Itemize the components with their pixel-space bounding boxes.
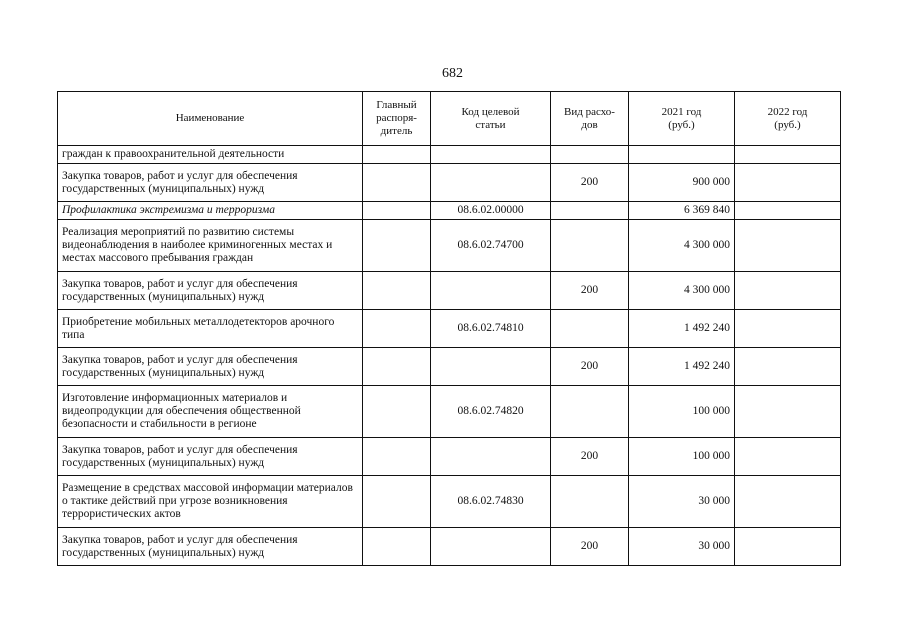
- cell-code: [431, 272, 551, 310]
- cell-admin: [363, 220, 431, 272]
- header-2021-line: 2021 год: [661, 105, 702, 118]
- cell-code: 08.6.02.74820: [431, 386, 551, 438]
- cell-code: 08.6.02.74700: [431, 220, 551, 272]
- cell-2022: [735, 386, 841, 438]
- cell-code: [431, 146, 551, 164]
- cell-admin: [363, 146, 431, 164]
- cell-expense-type: [551, 202, 629, 220]
- cell-code: [431, 528, 551, 566]
- cell-name: Приобретение мобильных металлодетекторов арочного типа: [58, 310, 363, 348]
- header-name: Наименование: [58, 92, 363, 146]
- table-row: [58, 528, 841, 566]
- cell-code: 08.6.02.00000: [431, 202, 551, 220]
- header-expense-type: [551, 92, 629, 146]
- header-admin: [363, 92, 431, 146]
- cell-admin: [363, 310, 431, 348]
- cell-expense-type: [551, 220, 629, 272]
- cell-name: Размещение в средствах массовой информации материалов о тактике действий при угрозе возникновения террористических актов: [58, 476, 363, 528]
- cell-2021: [629, 146, 735, 164]
- cell-expense-type: 200: [551, 348, 629, 386]
- cell-expense-type: 200: [551, 272, 629, 310]
- cell-2022: [735, 310, 841, 348]
- cell-2021: 4 300 000: [629, 272, 735, 310]
- page-number: 682: [442, 66, 463, 81]
- table-row: [58, 202, 841, 220]
- cell-code: [431, 348, 551, 386]
- header-admin-line: Главный: [376, 99, 417, 111]
- header-code-line: Код целевой: [461, 105, 520, 118]
- cell-2021: 6 369 840: [629, 202, 735, 220]
- cell-2021: 1 492 240: [629, 348, 735, 386]
- header-2022-line: (руб.): [774, 118, 801, 131]
- cell-2022: [735, 348, 841, 386]
- cell-2022: [735, 220, 841, 272]
- cell-name: Закупка товаров, работ и услуг для обеспечения государственных (муниципальных) нужд: [58, 164, 363, 202]
- header-2021: [629, 92, 735, 146]
- cell-name: Закупка товаров, работ и услуг для обеспечения государственных (муниципальных) нужд: [58, 272, 363, 310]
- cell-expense-type: [551, 310, 629, 348]
- cell-expense-type: 200: [551, 528, 629, 566]
- cell-code: 08.6.02.74810: [431, 310, 551, 348]
- cell-expense-type: [551, 386, 629, 438]
- table-header-row: [58, 92, 841, 146]
- cell-2021: 30 000: [629, 476, 735, 528]
- cell-2021: 30 000: [629, 528, 735, 566]
- cell-2021: 1 492 240: [629, 310, 735, 348]
- cell-name: Изготовление информационных материалов и видеопродукции для обеспечения общественной безопасности и стабильности в регионе: [58, 386, 363, 438]
- table-row: [58, 386, 841, 438]
- table-row: [58, 310, 841, 348]
- cell-2022: [735, 146, 841, 164]
- cell-2022: [735, 202, 841, 220]
- cell-2022: [735, 272, 841, 310]
- header-2022-line: 2022 год: [767, 105, 808, 118]
- cell-2021: 4 300 000: [629, 220, 735, 272]
- table-body: [58, 146, 841, 566]
- cell-2022: [735, 476, 841, 528]
- cell-name: Профилактика экстремизма и терроризма: [58, 202, 363, 220]
- cell-2021: 900 000: [629, 164, 735, 202]
- cell-2021: 100 000: [629, 386, 735, 438]
- header-code: [431, 92, 551, 146]
- cell-expense-type: [551, 476, 629, 528]
- cell-expense-type: 200: [551, 438, 629, 476]
- cell-2021: 100 000: [629, 438, 735, 476]
- table-row: [58, 164, 841, 202]
- cell-code: 08.6.02.74830: [431, 476, 551, 528]
- cell-admin: [363, 528, 431, 566]
- cell-name: Закупка товаров, работ и услуг для обеспечения государственных (муниципальных) нужд: [58, 438, 363, 476]
- cell-name: Закупка товаров, работ и услуг для обеспечения государственных (муниципальных) нужд: [58, 528, 363, 566]
- header-admin-line: дитель: [380, 125, 413, 137]
- cell-admin: [363, 202, 431, 220]
- header-code-line: статьи: [475, 118, 506, 131]
- cell-expense-type: 200: [551, 164, 629, 202]
- table-row: [58, 220, 841, 272]
- cell-name: Реализация мероприятий по развитию системы видеонаблюдения в наиболее криминогенных местах и местах массового пребывания граждан: [58, 220, 363, 272]
- header-exp-line: Вид расхо-: [564, 105, 615, 118]
- cell-code: [431, 438, 551, 476]
- cell-admin: [363, 164, 431, 202]
- table-row: [58, 272, 841, 310]
- cell-name: граждан к правоохранительной деятельности: [58, 146, 363, 164]
- cell-2022: [735, 528, 841, 566]
- cell-2022: [735, 164, 841, 202]
- table-row: [58, 146, 841, 164]
- cell-admin: [363, 272, 431, 310]
- cell-2022: [735, 438, 841, 476]
- cell-expense-type: [551, 146, 629, 164]
- cell-name: Закупка товаров, работ и услуг для обеспечения государственных (муниципальных) нужд: [58, 348, 363, 386]
- header-admin-line: распоря-: [376, 112, 417, 124]
- table-row: [58, 476, 841, 528]
- header-exp-line: дов: [581, 118, 598, 131]
- table-row: [58, 438, 841, 476]
- budget-table: [57, 91, 841, 566]
- cell-code: [431, 164, 551, 202]
- cell-admin: [363, 386, 431, 438]
- header-2022: [735, 92, 841, 146]
- header-2021-line: (руб.): [668, 118, 695, 131]
- cell-admin: [363, 438, 431, 476]
- cell-admin: [363, 348, 431, 386]
- table-row: [58, 348, 841, 386]
- cell-admin: [363, 476, 431, 528]
